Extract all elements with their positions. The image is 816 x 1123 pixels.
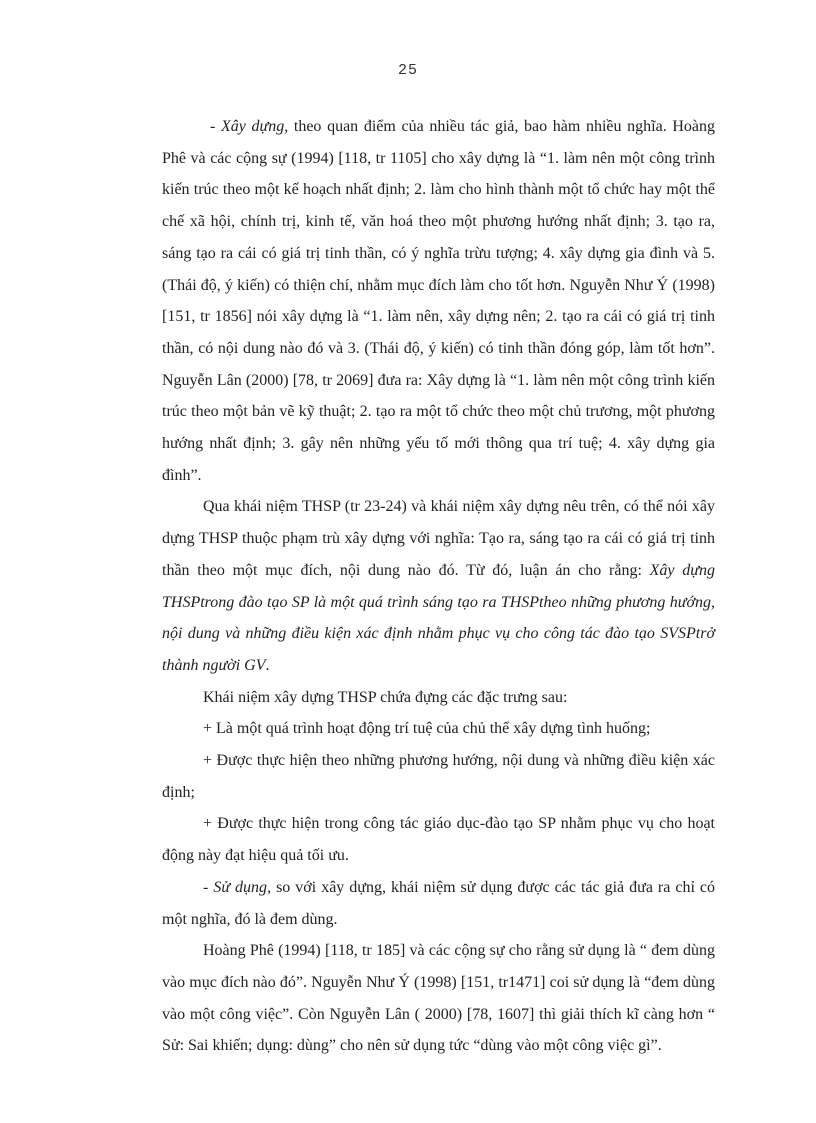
paragraph-text: , theo quan điểm của nhiều tác giả, bao hàm nhiều nghĩa. Hoàng Phê và các cộng sự (1994) [118, tr 1105] cho xây dựng là “1. làm nên một công trình kiến trúc theo một kế hoạch nhất định; 2. làm cho hình thành một tổ chức hay một thể chế xã hội, chính trị, kinh tế, văn hoá theo một phương hướng nhất định; 3. tạo ra, sáng tạo ra cái có giá trị tinh thần, có ý nghĩa trừu tượng; 4. xây dựng gia đình và 5. (Thái độ, ý kiến) có thiện chí, nhằm mục đích làm cho tốt hơn. Nguyễn Như Ý (1998) [151, tr 1856] nói xây dựng là “1. làm nên, xây dựng nên; 2. tạo ra cái có giá trị tinh thần, có nội dung nào đó và 3. (Thái độ, ý kiến) có tinh thần đóng góp, làm tốt hơn”. Nguyễn Lân (2000) [78, tr 2069] đưa ra: Xây dựng là “1. làm nên một công trình kiến trúc theo một bản vẽ kỹ thuật; 2. tạo ra một tổ chức theo một chủ trương, một phương hướng nhất định; 3. gây nên những yếu tố mới thông qua trí tuệ; 4. xây dựng gia đình”. — [162, 118, 715, 484]
paragraph-su-dung — [162, 872, 715, 935]
paragraph-characteristics: Khái niệm xây dựng THSP chứa đựng các đặc trưng sau: — [203, 688, 568, 706]
paragraph-xay-dung — [162, 111, 715, 491]
definition-italic: Xây dựng THSPtrong đào tạo SP là một quá trình sáng tạo ra THSPtheo những phương hướng, nội dung và những điều kiện xác định nhằm phục vụ cho công tác đào tạo SVSPtrở thành người GV — [162, 561, 716, 674]
paragraph-su-dung-definitions: Hoàng Phê (1994) [118, tr 185] và các cộng sự cho rằng sử dụng là “ đem dùng vào mục đích nào đó”. Nguyễn Như Ý (1998) [151, tr1471] coi sử dụng là “đem dùng vào một công việc”. Còn Nguyễn Lân ( 2000) [78, 1607] thì giải thích kĩ càng hơn “ Sử: Sai khiến; dụng: dùng” cho nên sử dụng tức “dùng vào một công việc gì”. — [162, 942, 715, 1055]
bullet-item: + Là một quá trình hoạt động trí tuệ của chủ thể xây dựng tình huống; — [203, 720, 651, 738]
page-number: 25 — [397, 62, 418, 79]
paragraph-thsp-definition — [162, 491, 715, 681]
term-xay-dung: Xây dựng — [220, 118, 285, 135]
bullet-item: + Được thực hiện theo những phương hướng, nội dung và những điều kiện xác định; — [162, 752, 715, 801]
document-body — [162, 111, 715, 1062]
dash: - — [203, 878, 214, 896]
paragraph-text: Qua khái niệm THSP (tr 23-24) và khái niệm xây dựng nêu trên, có thể nói xây dựng THSP thuộc phạm trù xây dựng với nghĩa: Tạo ra, sáng tạo ra cái có giá trị tinh thần theo một mục đích, nội dung nào đó. Từ đó, luận án cho rằng: — [162, 498, 715, 579]
bullet-item: + Được thực hiện trong công tác giáo dục-đào tạo SP nhằm phục vụ cho hoạt động này đạt hiệu quả tối ưu. — [162, 815, 715, 865]
paragraph-text: , so với xây dựng, khái niệm sử dụng được các tác giả đưa ra chỉ có một nghĩa, đó là đem dùng. — [162, 878, 715, 928]
period: . — [265, 656, 270, 674]
term-su-dung: Sử dụng — [213, 878, 268, 896]
dash: - — [210, 118, 221, 135]
